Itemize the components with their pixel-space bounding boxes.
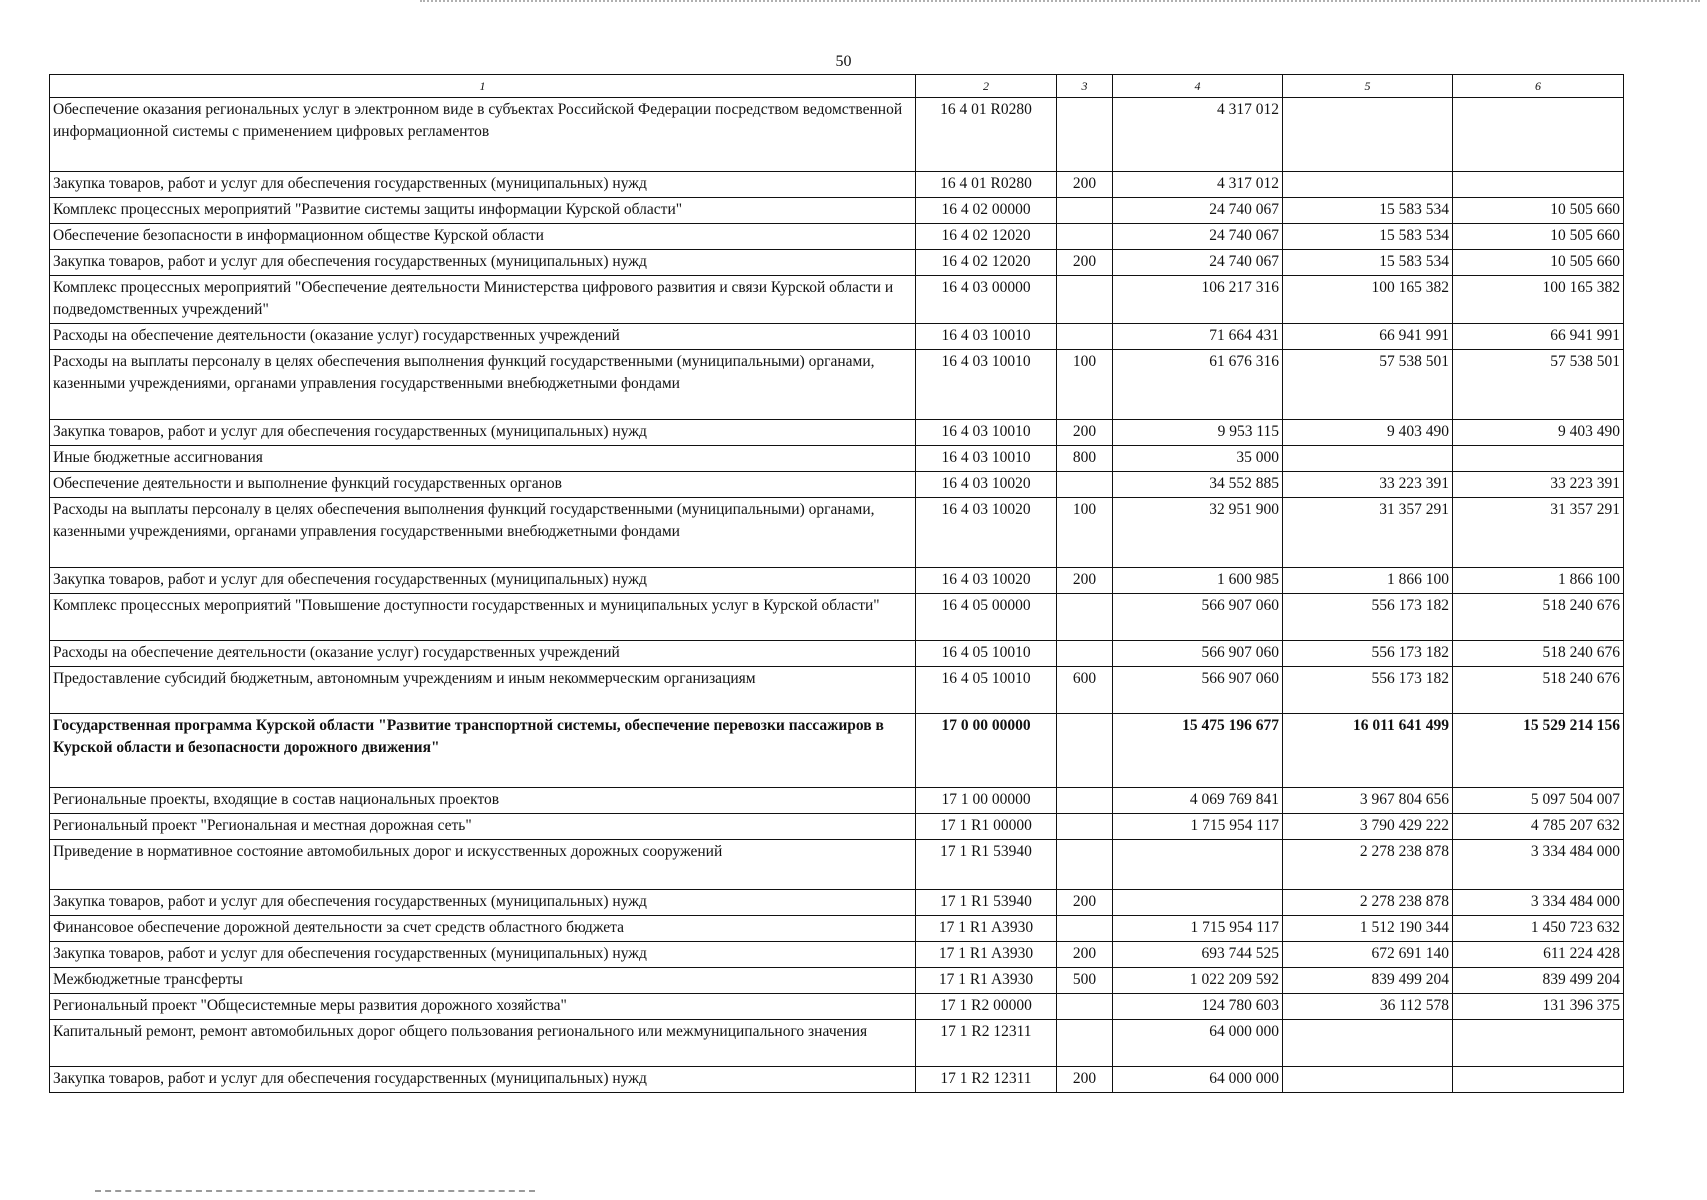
row-code-cell: 16 4 05 10010 (916, 667, 1057, 714)
row-expense-type-cell (1057, 814, 1113, 840)
table-row (50, 198, 1624, 224)
row-amount-col4-cell: 566 907 060 (1113, 641, 1283, 667)
row-code-cell: 17 1 R1 53940 (916, 840, 1057, 890)
table-row (50, 968, 1624, 994)
table-row (50, 788, 1624, 814)
scan-edge-top (420, 0, 1700, 2)
row-expense-type-cell (1057, 98, 1113, 172)
row-code-cell: 17 1 R1 53940 (916, 890, 1057, 916)
row-amount-col5-cell: 672 691 140 (1283, 942, 1453, 968)
table-row (50, 641, 1624, 667)
row-name-cell: Комплекс процессных мероприятий "Обеспечение деятельности Министерства цифрового развития и связи Курской области и подведомственных учреждений" (50, 276, 916, 324)
row-amount-col6-cell: 5 097 504 007 (1453, 788, 1624, 814)
row-amount-col4-cell: 24 740 067 (1113, 198, 1283, 224)
row-expense-type-cell: 200 (1057, 420, 1113, 446)
row-name-cell: Закупка товаров, работ и услуг для обеспечения государственных (муниципальных) нужд (50, 1067, 916, 1093)
row-amount-col6-cell: 518 240 676 (1453, 594, 1624, 641)
row-amount-col6-cell (1453, 1067, 1624, 1093)
table-row (50, 942, 1624, 968)
row-amount-col5-cell: 100 165 382 (1283, 276, 1453, 324)
scan-edge-bottom (95, 1190, 535, 1192)
row-amount-col4-cell: 4 317 012 (1113, 98, 1283, 172)
table-row (50, 1067, 1624, 1093)
row-code-cell: 16 4 05 00000 (916, 594, 1057, 641)
column-header: 5 (1283, 75, 1453, 98)
row-code-cell: 17 1 R1 A3930 (916, 916, 1057, 942)
row-expense-type-cell (1057, 224, 1113, 250)
row-expense-type-cell: 200 (1057, 250, 1113, 276)
column-header: 1 (50, 75, 916, 98)
table-row (50, 498, 1624, 568)
row-expense-type-cell (1057, 276, 1113, 324)
row-name-cell: Закупка товаров, работ и услуг для обеспечения государственных (муниципальных) нужд (50, 890, 916, 916)
row-amount-col4-cell: 124 780 603 (1113, 994, 1283, 1020)
row-code-cell: 17 1 R1 00000 (916, 814, 1057, 840)
row-amount-col4-cell: 64 000 000 (1113, 1020, 1283, 1067)
row-name-cell: Расходы на обеспечение деятельности (оказание услуг) государственных учреждений (50, 324, 916, 350)
row-code-cell: 17 0 00 00000 (916, 714, 1057, 788)
column-header: 4 (1113, 75, 1283, 98)
page-number: 50 (835, 53, 852, 70)
row-amount-col5-cell: 556 173 182 (1283, 641, 1453, 667)
table-body (50, 98, 1624, 1093)
table-row (50, 994, 1624, 1020)
row-expense-type-cell: 200 (1057, 942, 1113, 968)
row-expense-type-cell (1057, 472, 1113, 498)
row-amount-col4-cell: 35 000 (1113, 446, 1283, 472)
row-name-cell: Закупка товаров, работ и услуг для обеспечения государственных (муниципальных) нужд (50, 942, 916, 968)
row-amount-col5-cell: 3 790 429 222 (1283, 814, 1453, 840)
row-amount-col4-cell (1113, 890, 1283, 916)
row-code-cell: 16 4 05 10010 (916, 641, 1057, 667)
row-amount-col4-cell: 32 951 900 (1113, 498, 1283, 568)
row-amount-col4-cell: 64 000 000 (1113, 1067, 1283, 1093)
column-header: 6 (1453, 75, 1624, 98)
row-amount-col5-cell (1283, 172, 1453, 198)
row-amount-col6-cell: 31 357 291 (1453, 498, 1624, 568)
row-amount-col5-cell: 33 223 391 (1283, 472, 1453, 498)
row-expense-type-cell: 100 (1057, 350, 1113, 420)
row-amount-col4-cell: 106 217 316 (1113, 276, 1283, 324)
row-name-cell: Приведение в нормативное состояние автомобильных дорог и искусственных дорожных сооружений (50, 840, 916, 890)
row-expense-type-cell (1057, 714, 1113, 788)
row-amount-col6-cell: 518 240 676 (1453, 641, 1624, 667)
row-amount-col6-cell (1453, 1020, 1624, 1067)
row-amount-col6-cell: 3 334 484 000 (1453, 840, 1624, 890)
row-expense-type-cell (1057, 994, 1113, 1020)
row-amount-col4-cell: 566 907 060 (1113, 594, 1283, 641)
row-name-cell: Обеспечение оказания региональных услуг в электронном виде в субъектах Российской Федерации посредством ведомственной информационной системы с применением цифровых регламентов (50, 98, 916, 172)
table-row (50, 594, 1624, 641)
row-amount-col5-cell: 2 278 238 878 (1283, 840, 1453, 890)
row-amount-col6-cell: 9 403 490 (1453, 420, 1624, 446)
row-amount-col4-cell (1113, 840, 1283, 890)
row-amount-col4-cell: 1 715 954 117 (1113, 916, 1283, 942)
row-expense-type-cell: 500 (1057, 968, 1113, 994)
row-amount-col4-cell: 34 552 885 (1113, 472, 1283, 498)
table-row (50, 714, 1624, 788)
row-name-cell: Иные бюджетные ассигнования (50, 446, 916, 472)
row-amount-col6-cell: 3 334 484 000 (1453, 890, 1624, 916)
row-name-cell: Расходы на обеспечение деятельности (оказание услуг) государственных учреждений (50, 641, 916, 667)
row-code-cell: 16 4 03 10010 (916, 324, 1057, 350)
row-amount-col5-cell: 57 538 501 (1283, 350, 1453, 420)
row-name-cell: Региональный проект "Общесистемные меры развития дорожного хозяйства" (50, 994, 916, 1020)
row-code-cell: 16 4 03 10020 (916, 568, 1057, 594)
row-amount-col4-cell: 61 676 316 (1113, 350, 1283, 420)
row-amount-col4-cell: 9 953 115 (1113, 420, 1283, 446)
row-amount-col4-cell: 24 740 067 (1113, 250, 1283, 276)
row-amount-col6-cell: 15 529 214 156 (1453, 714, 1624, 788)
row-amount-col6-cell: 839 499 204 (1453, 968, 1624, 994)
row-amount-col4-cell: 15 475 196 677 (1113, 714, 1283, 788)
row-amount-col6-cell (1453, 172, 1624, 198)
row-amount-col5-cell: 66 941 991 (1283, 324, 1453, 350)
table-row (50, 224, 1624, 250)
row-amount-col5-cell: 556 173 182 (1283, 667, 1453, 714)
table-row (50, 472, 1624, 498)
table-row (50, 98, 1624, 172)
row-amount-col6-cell: 10 505 660 (1453, 224, 1624, 250)
row-name-cell: Расходы на выплаты персоналу в целях обеспечения выполнения функций государственными (муниципальными) органами, казенными учреждениями, органами управления государственными внебюджетными фондами (50, 350, 916, 420)
row-code-cell: 16 4 03 10010 (916, 420, 1057, 446)
row-name-cell: Обеспечение безопасности в информационном обществе Курской области (50, 224, 916, 250)
row-name-cell: Региональный проект "Региональная и местная дорожная сеть" (50, 814, 916, 840)
row-expense-type-cell: 100 (1057, 498, 1113, 568)
row-amount-col5-cell: 3 967 804 656 (1283, 788, 1453, 814)
row-amount-col6-cell: 1 866 100 (1453, 568, 1624, 594)
row-expense-type-cell (1057, 198, 1113, 224)
row-amount-col4-cell: 24 740 067 (1113, 224, 1283, 250)
row-amount-col4-cell: 1 715 954 117 (1113, 814, 1283, 840)
row-expense-type-cell (1057, 641, 1113, 667)
row-amount-col5-cell: 31 357 291 (1283, 498, 1453, 568)
row-amount-col4-cell: 4 069 769 841 (1113, 788, 1283, 814)
row-code-cell: 16 4 01 R0280 (916, 172, 1057, 198)
row-amount-col5-cell (1283, 1067, 1453, 1093)
row-expense-type-cell (1057, 840, 1113, 890)
row-name-cell: Предоставление субсидий бюджетным, автономным учреждениям и иным некоммерческим организациям (50, 667, 916, 714)
table-row (50, 568, 1624, 594)
row-code-cell: 17 1 R1 A3930 (916, 968, 1057, 994)
row-amount-col5-cell (1283, 1020, 1453, 1067)
row-code-cell: 17 1 R2 00000 (916, 994, 1057, 1020)
table-row (50, 890, 1624, 916)
row-amount-col6-cell: 10 505 660 (1453, 250, 1624, 276)
row-amount-col6-cell (1453, 98, 1624, 172)
row-name-cell: Закупка товаров, работ и услуг для обеспечения государственных (муниципальных) нужд (50, 250, 916, 276)
row-amount-col4-cell: 566 907 060 (1113, 667, 1283, 714)
table-row (50, 814, 1624, 840)
row-code-cell: 17 1 00 00000 (916, 788, 1057, 814)
row-code-cell: 17 1 R1 A3930 (916, 942, 1057, 968)
row-amount-col5-cell: 1 512 190 344 (1283, 916, 1453, 942)
row-amount-col4-cell: 1 022 209 592 (1113, 968, 1283, 994)
table-row (50, 1020, 1624, 1067)
row-name-cell: Закупка товаров, работ и услуг для обеспечения государственных (муниципальных) нужд (50, 172, 916, 198)
table-row (50, 446, 1624, 472)
row-amount-col6-cell: 33 223 391 (1453, 472, 1624, 498)
row-name-cell: Межбюджетные трансферты (50, 968, 916, 994)
column-header: 3 (1057, 75, 1113, 98)
row-name-cell: Комплекс процессных мероприятий "Повышение доступности государственных и муниципальных услуг в Курской области" (50, 594, 916, 641)
table-row (50, 420, 1624, 446)
table-row (50, 250, 1624, 276)
row-amount-col6-cell: 100 165 382 (1453, 276, 1624, 324)
column-header-row (50, 75, 1624, 98)
budget-table (49, 74, 1624, 1093)
row-amount-col6-cell: 518 240 676 (1453, 667, 1624, 714)
column-header: 2 (916, 75, 1057, 98)
row-code-cell: 16 4 03 00000 (916, 276, 1057, 324)
table-row (50, 916, 1624, 942)
row-name-cell: Закупка товаров, работ и услуг для обеспечения государственных (муниципальных) нужд (50, 568, 916, 594)
row-amount-col5-cell: 556 173 182 (1283, 594, 1453, 641)
row-code-cell: 16 4 03 10020 (916, 472, 1057, 498)
row-amount-col5-cell: 15 583 534 (1283, 198, 1453, 224)
row-expense-type-cell: 600 (1057, 667, 1113, 714)
row-amount-col4-cell: 693 744 525 (1113, 942, 1283, 968)
row-name-cell: Комплекс процессных мероприятий "Развитие системы защиты информации Курской области" (50, 198, 916, 224)
row-name-cell: Капитальный ремонт, ремонт автомобильных дорог общего пользования регионального или межмуниципального значения (50, 1020, 916, 1067)
row-name-cell: Расходы на выплаты персоналу в целях обеспечения выполнения функций государственными (муниципальными) органами, казенными учреждениями, органами управления государственными внебюджетными фондами (50, 498, 916, 568)
row-expense-type-cell (1057, 324, 1113, 350)
row-expense-type-cell: 200 (1057, 1067, 1113, 1093)
row-amount-col5-cell: 839 499 204 (1283, 968, 1453, 994)
table-row (50, 350, 1624, 420)
row-amount-col5-cell: 36 112 578 (1283, 994, 1453, 1020)
row-amount-col4-cell: 71 664 431 (1113, 324, 1283, 350)
row-expense-type-cell: 200 (1057, 172, 1113, 198)
table-row (50, 276, 1624, 324)
row-code-cell: 17 1 R2 12311 (916, 1020, 1057, 1067)
row-amount-col5-cell: 1 866 100 (1283, 568, 1453, 594)
row-name-cell: Финансовое обеспечение дорожной деятельности за счет средств областного бюджета (50, 916, 916, 942)
row-expense-type-cell (1057, 1020, 1113, 1067)
row-amount-col6-cell: 611 224 428 (1453, 942, 1624, 968)
row-expense-type-cell: 200 (1057, 568, 1113, 594)
row-amount-col5-cell: 2 278 238 878 (1283, 890, 1453, 916)
row-code-cell: 16 4 02 12020 (916, 224, 1057, 250)
row-amount-col5-cell (1283, 98, 1453, 172)
row-amount-col6-cell: 4 785 207 632 (1453, 814, 1624, 840)
row-name-cell: Государственная программа Курской области "Развитие транспортной системы, обеспечение перевозки пассажиров в Курской области и безопасности дорожного движения" (50, 714, 916, 788)
row-code-cell: 16 4 01 R0280 (916, 98, 1057, 172)
row-expense-type-cell: 800 (1057, 446, 1113, 472)
row-amount-col5-cell: 15 583 534 (1283, 224, 1453, 250)
table-row (50, 667, 1624, 714)
row-code-cell: 16 4 02 00000 (916, 198, 1057, 224)
table-row (50, 324, 1624, 350)
row-expense-type-cell: 200 (1057, 890, 1113, 916)
table-row (50, 172, 1624, 198)
row-expense-type-cell (1057, 594, 1113, 641)
row-name-cell: Региональные проекты, входящие в состав национальных проектов (50, 788, 916, 814)
row-amount-col5-cell: 15 583 534 (1283, 250, 1453, 276)
row-code-cell: 16 4 03 10010 (916, 446, 1057, 472)
row-amount-col6-cell: 1 450 723 632 (1453, 916, 1624, 942)
table-row (50, 840, 1624, 890)
row-amount-col6-cell: 10 505 660 (1453, 198, 1624, 224)
row-amount-col6-cell: 131 396 375 (1453, 994, 1624, 1020)
row-amount-col4-cell: 4 317 012 (1113, 172, 1283, 198)
row-code-cell: 17 1 R2 12311 (916, 1067, 1057, 1093)
row-amount-col5-cell (1283, 446, 1453, 472)
row-amount-col6-cell (1453, 446, 1624, 472)
row-amount-col6-cell: 57 538 501 (1453, 350, 1624, 420)
row-expense-type-cell (1057, 916, 1113, 942)
row-code-cell: 16 4 03 10020 (916, 498, 1057, 568)
row-amount-col6-cell: 66 941 991 (1453, 324, 1624, 350)
row-code-cell: 16 4 02 12020 (916, 250, 1057, 276)
row-amount-col4-cell: 1 600 985 (1113, 568, 1283, 594)
row-code-cell: 16 4 03 10010 (916, 350, 1057, 420)
row-name-cell: Обеспечение деятельности и выполнение функций государственных органов (50, 472, 916, 498)
row-amount-col5-cell: 16 011 641 499 (1283, 714, 1453, 788)
row-amount-col5-cell: 9 403 490 (1283, 420, 1453, 446)
row-name-cell: Закупка товаров, работ и услуг для обеспечения государственных (муниципальных) нужд (50, 420, 916, 446)
row-expense-type-cell (1057, 788, 1113, 814)
